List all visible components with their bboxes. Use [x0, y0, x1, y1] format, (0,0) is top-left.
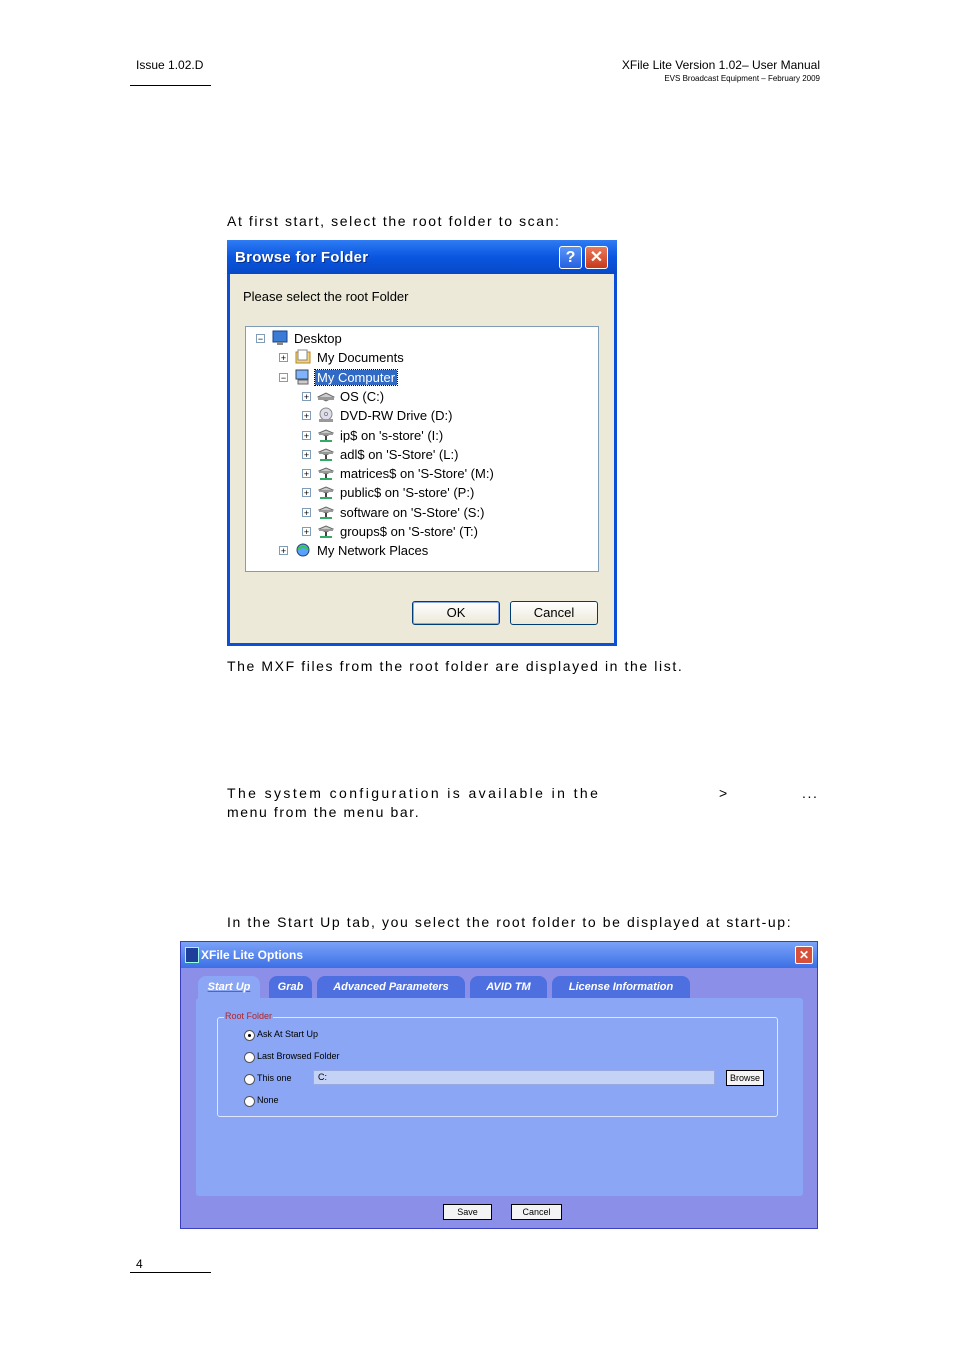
desktop-icon — [271, 330, 289, 346]
expand-icon[interactable]: + — [303, 488, 310, 499]
network-drive-icon — [317, 427, 335, 443]
collapse-icon[interactable]: − — [280, 372, 287, 383]
ok-button[interactable]: OK — [412, 601, 500, 625]
manual-subtitle: EVS Broadcast Equipment – February 2009 — [664, 74, 820, 83]
tree-node[interactable] — [246, 369, 596, 387]
tab-license-information[interactable]: License Information — [552, 976, 690, 1000]
radio-last-browsed-folder[interactable] — [244, 1052, 255, 1063]
paragraph-start-up-tab: In the Start Up tab, you select the root folder to be displayed at start-up: — [227, 914, 793, 930]
issue-label: Issue 1.02.D — [136, 58, 204, 72]
network-drive-icon — [317, 465, 335, 481]
network-drive-icon — [317, 504, 335, 520]
dialog-prompt: Please select the root Folder — [243, 289, 409, 304]
save-button[interactable]: Save — [443, 1204, 492, 1220]
tree-node-label: adl$ on 'S-Store' (L:) — [340, 446, 459, 462]
browse-button[interactable]: Browse — [726, 1070, 764, 1086]
cancel-button[interactable]: Cancel — [511, 1204, 562, 1220]
dvd-drive-icon — [317, 407, 335, 423]
expand-icon[interactable]: + — [303, 430, 310, 441]
tree-node-label: ip$ on 's-store' (I:) — [340, 427, 444, 443]
tree-node[interactable] — [246, 330, 596, 348]
tab-start-up[interactable]: Start Up — [198, 976, 260, 1000]
tree-node-label: OS (C:) — [340, 388, 385, 404]
tree-node-label: DVD-RW Drive (D:) — [340, 408, 453, 424]
tab-avid-tm[interactable]: AVID TM — [470, 976, 547, 1000]
paragraph-first-start: At first start, select the root folder to scan: — [227, 213, 561, 229]
expand-icon[interactable]: + — [303, 527, 310, 537]
tree-node[interactable] — [246, 349, 596, 367]
close-icon[interactable]: ✕ — [585, 246, 608, 269]
tree-node[interactable] — [246, 542, 596, 560]
folder-tree[interactable] — [245, 326, 599, 572]
network-drive-icon — [317, 484, 335, 500]
start-up-panel — [196, 998, 803, 1196]
network-drive-icon — [317, 446, 335, 462]
tree-node-label: Desktop — [294, 331, 342, 346]
tree-node-label: public$ on 'S-store' (P:) — [340, 485, 475, 501]
expand-icon[interactable]: + — [280, 353, 287, 364]
radio-none[interactable] — [244, 1096, 255, 1107]
dialog-title-bar — [227, 240, 617, 274]
tree-node[interactable] — [246, 484, 596, 502]
cancel-button[interactable]: Cancel — [510, 601, 598, 625]
paragraph-config-ellipsis: ... — [802, 785, 819, 801]
tree-node[interactable] — [246, 504, 596, 522]
tree-node-label: My Documents — [317, 350, 404, 366]
expand-icon[interactable]: + — [303, 411, 310, 422]
options-title-bar — [181, 942, 817, 968]
folder-icon — [294, 349, 312, 365]
tree-node-label: My Network Places — [317, 543, 429, 559]
tree-node-label: My Computer — [317, 369, 396, 385]
root-folder-path-input[interactable]: C: — [313, 1070, 715, 1085]
tree-node[interactable] — [246, 465, 596, 483]
dialog-body — [230, 274, 614, 643]
radio-this-one[interactable] — [244, 1074, 255, 1085]
radio-label: Ask At Start Up — [257, 1029, 319, 1039]
root-folder-group — [217, 1011, 778, 1117]
expand-icon[interactable]: + — [303, 449, 310, 460]
tree-node-label: groups$ on 'S-store' (T:) — [340, 524, 478, 539]
close-icon[interactable]: ✕ — [795, 946, 813, 964]
document-header — [622, 58, 820, 83]
paragraph-config-part2: menu from the menu bar. — [227, 804, 421, 820]
collapse-icon[interactable]: − — [257, 334, 264, 344]
hard-drive-icon — [317, 388, 335, 404]
options-title: XFile Lite Options — [201, 948, 304, 962]
tree-node[interactable] — [246, 446, 596, 464]
tab-grab[interactable]: Grab — [269, 976, 312, 1000]
radio-label: None — [257, 1095, 279, 1105]
network-places-icon — [294, 542, 312, 558]
radio-label: This one — [257, 1073, 292, 1083]
page-number: 4 — [136, 1257, 143, 1271]
tree-node-label: matrices$ on 'S-Store' (M:) — [340, 466, 494, 482]
header-rule — [130, 85, 211, 86]
footer-rule — [130, 1272, 211, 1273]
tree-node[interactable] — [246, 427, 596, 445]
tree-node[interactable] — [246, 388, 596, 406]
xfile-lite-options-dialog — [180, 941, 818, 1229]
expand-icon[interactable]: + — [303, 507, 310, 518]
tree-node[interactable] — [246, 407, 596, 425]
expand-icon[interactable]: + — [303, 391, 310, 402]
app-icon — [185, 947, 199, 963]
radio-ask-at-start-up[interactable] — [244, 1030, 255, 1041]
browse-for-folder-dialog — [227, 240, 617, 646]
radio-label: Last Browsed Folder — [257, 1051, 340, 1061]
paragraph-config-part1: The system configuration is available in the — [227, 785, 601, 801]
network-drive-icon — [317, 523, 335, 539]
tree-node[interactable] — [246, 523, 596, 541]
tab-advanced-parameters[interactable]: Advanced Parameters — [317, 976, 465, 1000]
root-folder-label: Root Folder — [225, 1011, 273, 1021]
dialog-title: Browse for Folder — [235, 249, 369, 266]
manual-title: XFile Lite Version 1.02– User Manual — [621, 58, 820, 72]
paragraph-mxf-files: The MXF files from the root folder are displayed in the list. — [227, 658, 684, 674]
expand-icon[interactable]: + — [303, 469, 310, 480]
expand-icon[interactable]: + — [280, 546, 287, 557]
tree-node-label: software on 'S-Store' (S:) — [340, 504, 485, 520]
paragraph-config-gt: > — [719, 785, 729, 801]
help-icon[interactable]: ? — [559, 246, 582, 269]
computer-icon — [294, 369, 312, 385]
